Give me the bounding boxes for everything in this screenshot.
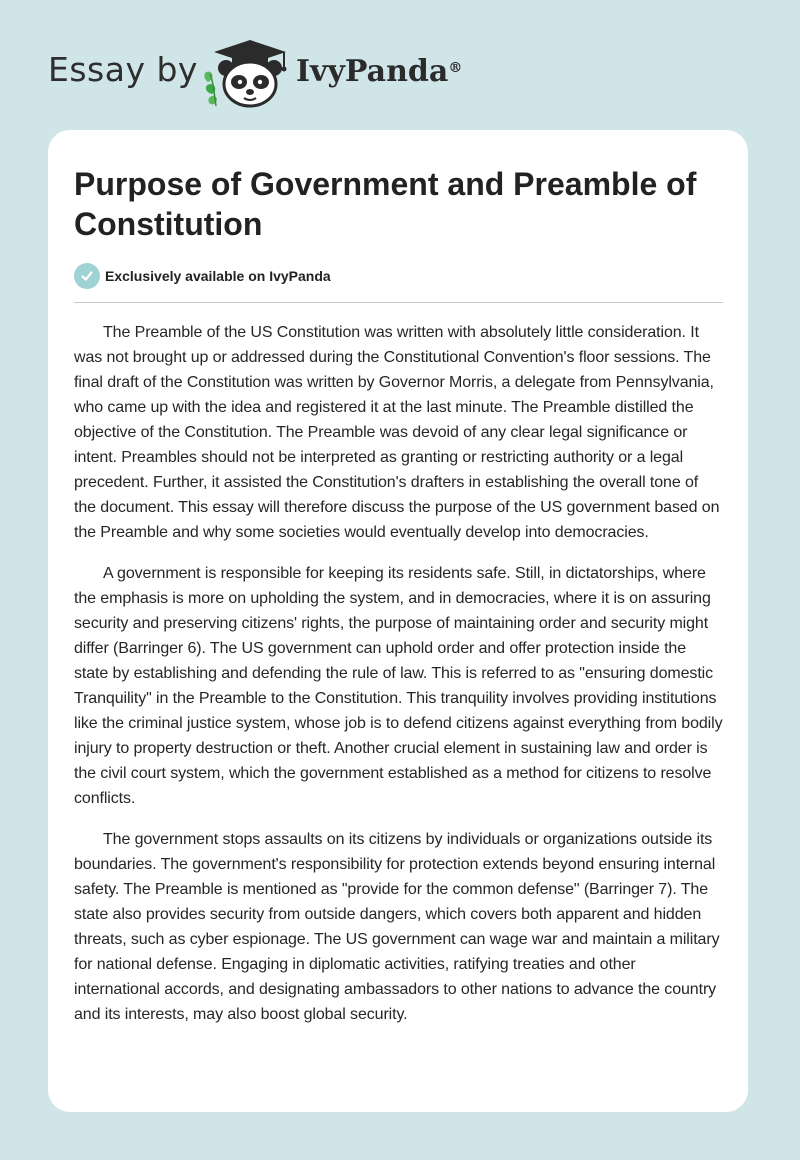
site-header — [0, 0, 800, 130]
essay-paragraph: The Preamble of the US Constitution was written with absolutely little consideration. It was not brought up or addressed during the Constitutional Convention's floor sessions. The final draft of the Constitution was written by Governor Morris, a delegate from Pennsylvania, who came up with the idea and registered it at the last minute. The Preamble distilled the objective of the Constitution. The Preamble was devoid of any clear legal significance or intent. Preambles should not be interpreted as granting or restricting authority or a legal precedent. Further, it assisted the Constitution's drafters in establishing the overall tone of the document. This essay will therefore discuss the purpose of the US government based on the Preamble and why some societies would eventually develop into democracies. — [74, 324, 720, 541]
registered-mark: ® — [448, 60, 463, 76]
brand-name-text: IvyPanda — [296, 54, 449, 89]
exclusive-badge-text: Exclusively available on IvyPanda — [105, 268, 331, 284]
panda-logo-icon[interactable] — [200, 38, 292, 110]
check-icon — [74, 263, 100, 289]
essay-by-label: Essay by — [48, 50, 198, 89]
brand-name[interactable] — [296, 52, 462, 92]
exclusive-badge — [74, 263, 331, 289]
essay-body — [74, 320, 724, 1043]
essay-paragraph: A government is responsible for keeping its residents safe. Still, in dictatorships, where the emphasis is more on upholding the system, and in democracies, where it is on assuring security and preserving citizens' rights, the purpose of maintaining order and security might differ (Barringer 6). The US government can uphold order and offer protection inside the state by establishing and defending the rule of law. This is referred to as "ensuring domestic Tranquility" in the Preamble to the Constitution. This tranquility involves providing institutions like the criminal justice system, whose job is to defend citizens against everything from bodily injury to property destruction or theft. Another crucial element in sustaining law and order is the civil court system, which the government established as a method for citizens to resolve conflicts. — [74, 565, 723, 807]
divider — [74, 302, 723, 303]
essay-paragraph: The government stops assaults on its citizens by individuals or organizations outside its boundaries. The government's responsibility for protection extends beyond ensuring internal safety. The Preamble is mentioned as "provide for the common defense" (Barringer 7). The state also provides security from outside dangers, which covers both apparent and hidden threats, such as cyber espionage. The US government can wage war and maintain a military for national defense. Engaging in diplomatic activities, ratifying treaties and other international accords, and designating ambassadors to other nations to advance the country and its interests, may also boost global security. — [74, 831, 720, 1023]
essay-card — [48, 130, 748, 1112]
essay-title: Purpose of Government and Preamble of Constitution — [74, 166, 697, 242]
